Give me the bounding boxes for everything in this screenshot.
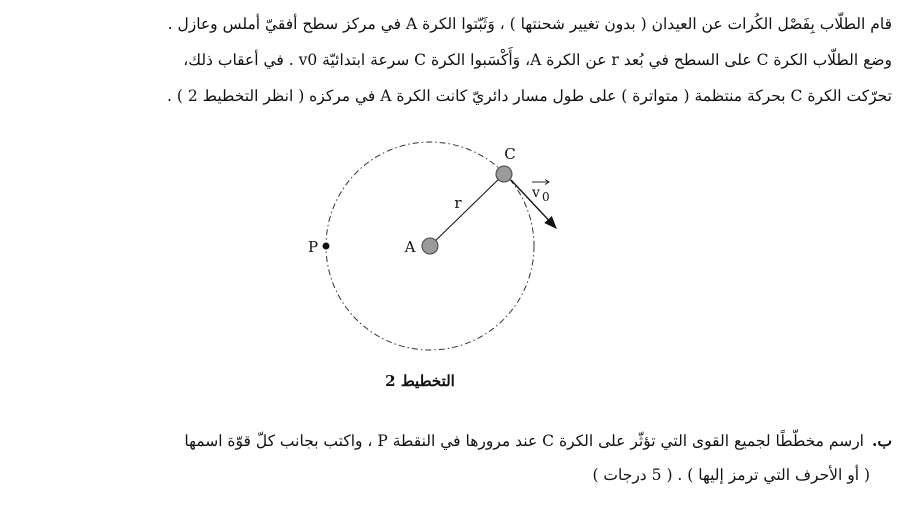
label-c: C: [504, 145, 516, 163]
ball-c: [496, 166, 512, 182]
label-p: P: [307, 238, 319, 256]
label-r: r: [454, 194, 462, 212]
label-v: v: [532, 185, 540, 201]
question-label: ب.: [872, 431, 892, 450]
intro-line-1: قام الطلّاب بِفَصْل الكُرات عن العيدان ( بدون تغيير شحنتها ) ، وَثَبّتوا الكرة A في مركز سطح أفقيّ أملس وعازل .: [167, 15, 892, 33]
label-v-sub: 0: [542, 190, 550, 204]
radius-line: [430, 174, 504, 246]
question-line-1: [22, 424, 892, 458]
diagram-caption: التخطيط 2: [385, 372, 455, 390]
circular-motion-diagram: [300, 140, 580, 365]
question-text-1: ارسم مخطّطًا لجميع القوى التي تؤثّر على الكرة C عند مرورها في النقطة P ، واكتب بجانب كلّ قوّة اسمها: [184, 432, 864, 450]
question-line-2: ( أو الأحرف التي ترمز إليها ) . ( 5 درجات ): [592, 466, 870, 484]
question-b: [22, 424, 892, 492]
intro-line-3: تحرّكت الكرة C بحركة منتظمة ( متواترة ) على طول مسار دائريّ كانت الكرة A في مركزه ( انظر التخطيط 2 ) .: [167, 87, 892, 105]
intro-paragraph: [22, 6, 892, 114]
label-a: A: [404, 238, 416, 256]
intro-line-2: وضع الطلّاب الكرة C على السطح في بُعد r عن الكرة A، وَأَكْسَبوا الكرة C سرعة ابتدائيّة v0 . في أعقاب ذلك،: [183, 51, 892, 69]
point-p: [323, 243, 330, 250]
label-v0: [531, 180, 550, 205]
ball-a: [422, 238, 438, 254]
